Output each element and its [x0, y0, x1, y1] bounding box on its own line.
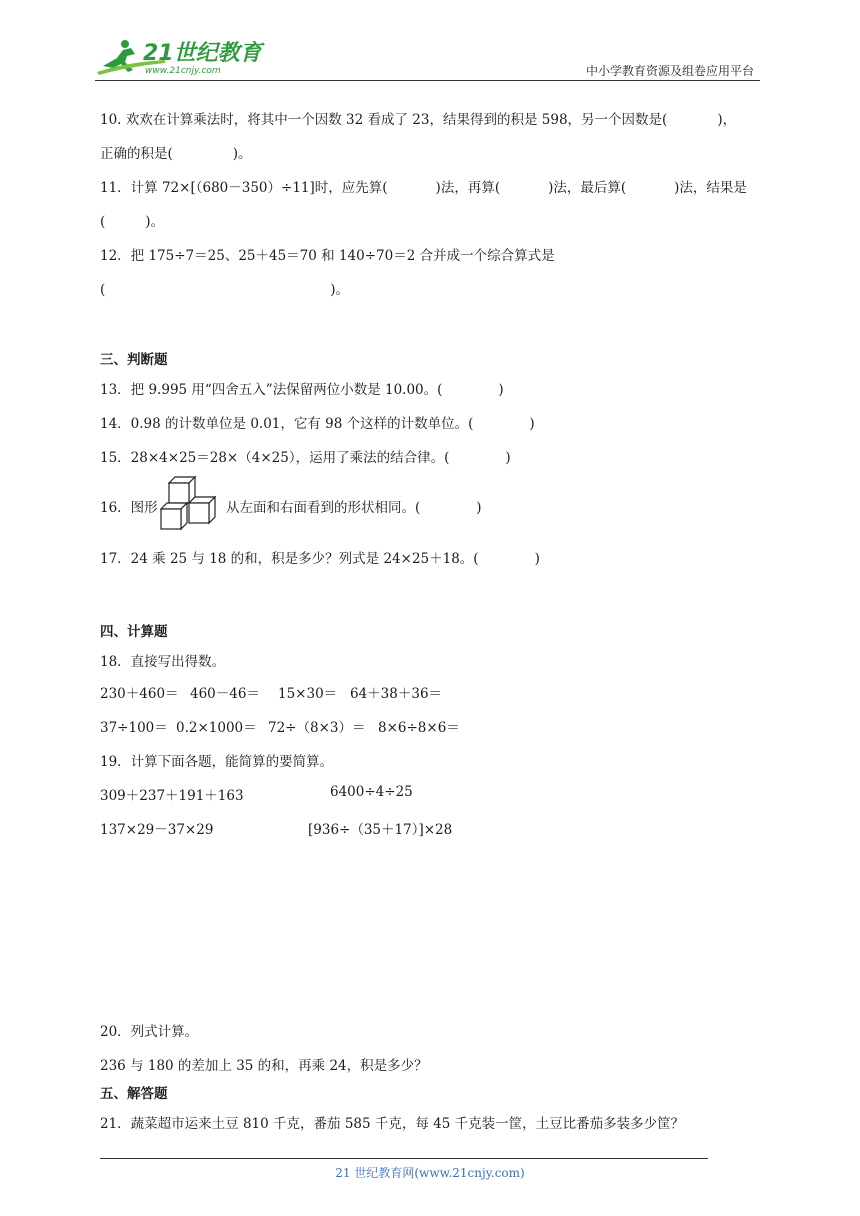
- q18-row2-item3: 72÷（8×3）＝: [268, 720, 366, 736]
- logo-text: 21世纪教育: [143, 41, 262, 66]
- question-21: 21．蔬菜超市运来土豆 810 千克，番茄 585 千克，每 45 千克装一筐，土豆比番茄多装多少筐？: [100, 1116, 685, 1132]
- q18-row2-item1: 37÷100＝: [100, 720, 168, 736]
- question-20-text: 236 与 180 的差加上 35 的和，再乘 24，积是多少？: [100, 1058, 428, 1074]
- q18-row1-item2: 460－46＝: [190, 686, 260, 702]
- question-12-line1: 12．把 175÷7＝25、25＋45＝70 和 140÷70＝2 合并成一个综合算式是: [100, 248, 555, 264]
- question-13: 13．把 9.995 用“四舍五入”法保留两位小数是 10.00。( ): [100, 382, 504, 398]
- question-11-line1: 11．计算 72×[（680－350）÷11]时，应先算( )法，再算( )法，最后算( )法，结果是: [100, 180, 747, 196]
- q19-item4: [936÷（35＋17）]×28: [308, 822, 453, 838]
- question-16: 从左面和右面看到的形状相同。( ): [226, 500, 482, 516]
- q18-row1-item4: 64＋38＋36＝: [350, 686, 443, 702]
- q18-row1-item1: 230＋460＝: [100, 686, 179, 702]
- q19-item2: 6400÷4÷25: [330, 784, 413, 800]
- header-divider: [95, 80, 760, 81]
- section-4-title: 四、计算题: [100, 624, 168, 640]
- q19-item1: 309＋237＋191＋163: [100, 788, 244, 804]
- footer-link[interactable]: 21 世纪教育网(www.21cnjy.com): [335, 1166, 525, 1180]
- question-17: 17．24 乘 25 与 18 的和，积是多少？列式是 24×25＋18。( ): [100, 551, 540, 567]
- question-18-title: 18．直接写出得数。: [100, 654, 226, 670]
- question-16-prefix: 16．图形: [100, 500, 158, 516]
- footer-divider: [100, 1158, 708, 1159]
- logo-url: www.21cnjy.com: [145, 66, 221, 76]
- q19-item3: 137×29－37×29: [100, 822, 214, 838]
- platform-label: 中小学教育资源及组卷应用平台: [585, 64, 754, 78]
- question-11-line2: ( )。: [100, 214, 165, 230]
- question-10-line1: 10. 欢欢在计算乘法时，将其中一个因数 32 看成了 23，结果得到的积是 598，另一个因数是( )，: [100, 112, 737, 128]
- question-12-line2: ( )。: [100, 282, 350, 298]
- question-14: 14．0.98 的计数单位是 0.01，它有 98 个这样的计数单位。( ): [100, 416, 535, 432]
- q18-row2-item4: 8×6÷8×6＝: [378, 720, 460, 736]
- site-logo: [95, 36, 270, 78]
- section-5-title: 五、解答题: [100, 1086, 168, 1102]
- question-15: 15．28×4×25＝28×（4×25），运用了乘法的结合律。( ): [100, 450, 511, 466]
- section-3-title: 三、判断题: [100, 352, 168, 368]
- q18-row2-item2: 0.2×1000＝: [176, 720, 257, 736]
- question-19-title: 19．计算下面各题，能简算的要简算。: [100, 754, 334, 770]
- cube-figure: [160, 474, 224, 534]
- q18-row1-item3: 15×30＝: [278, 686, 338, 702]
- question-20-title: 20．列式计算。: [100, 1024, 199, 1040]
- question-10-line2: 正确的积是( )。: [100, 146, 252, 162]
